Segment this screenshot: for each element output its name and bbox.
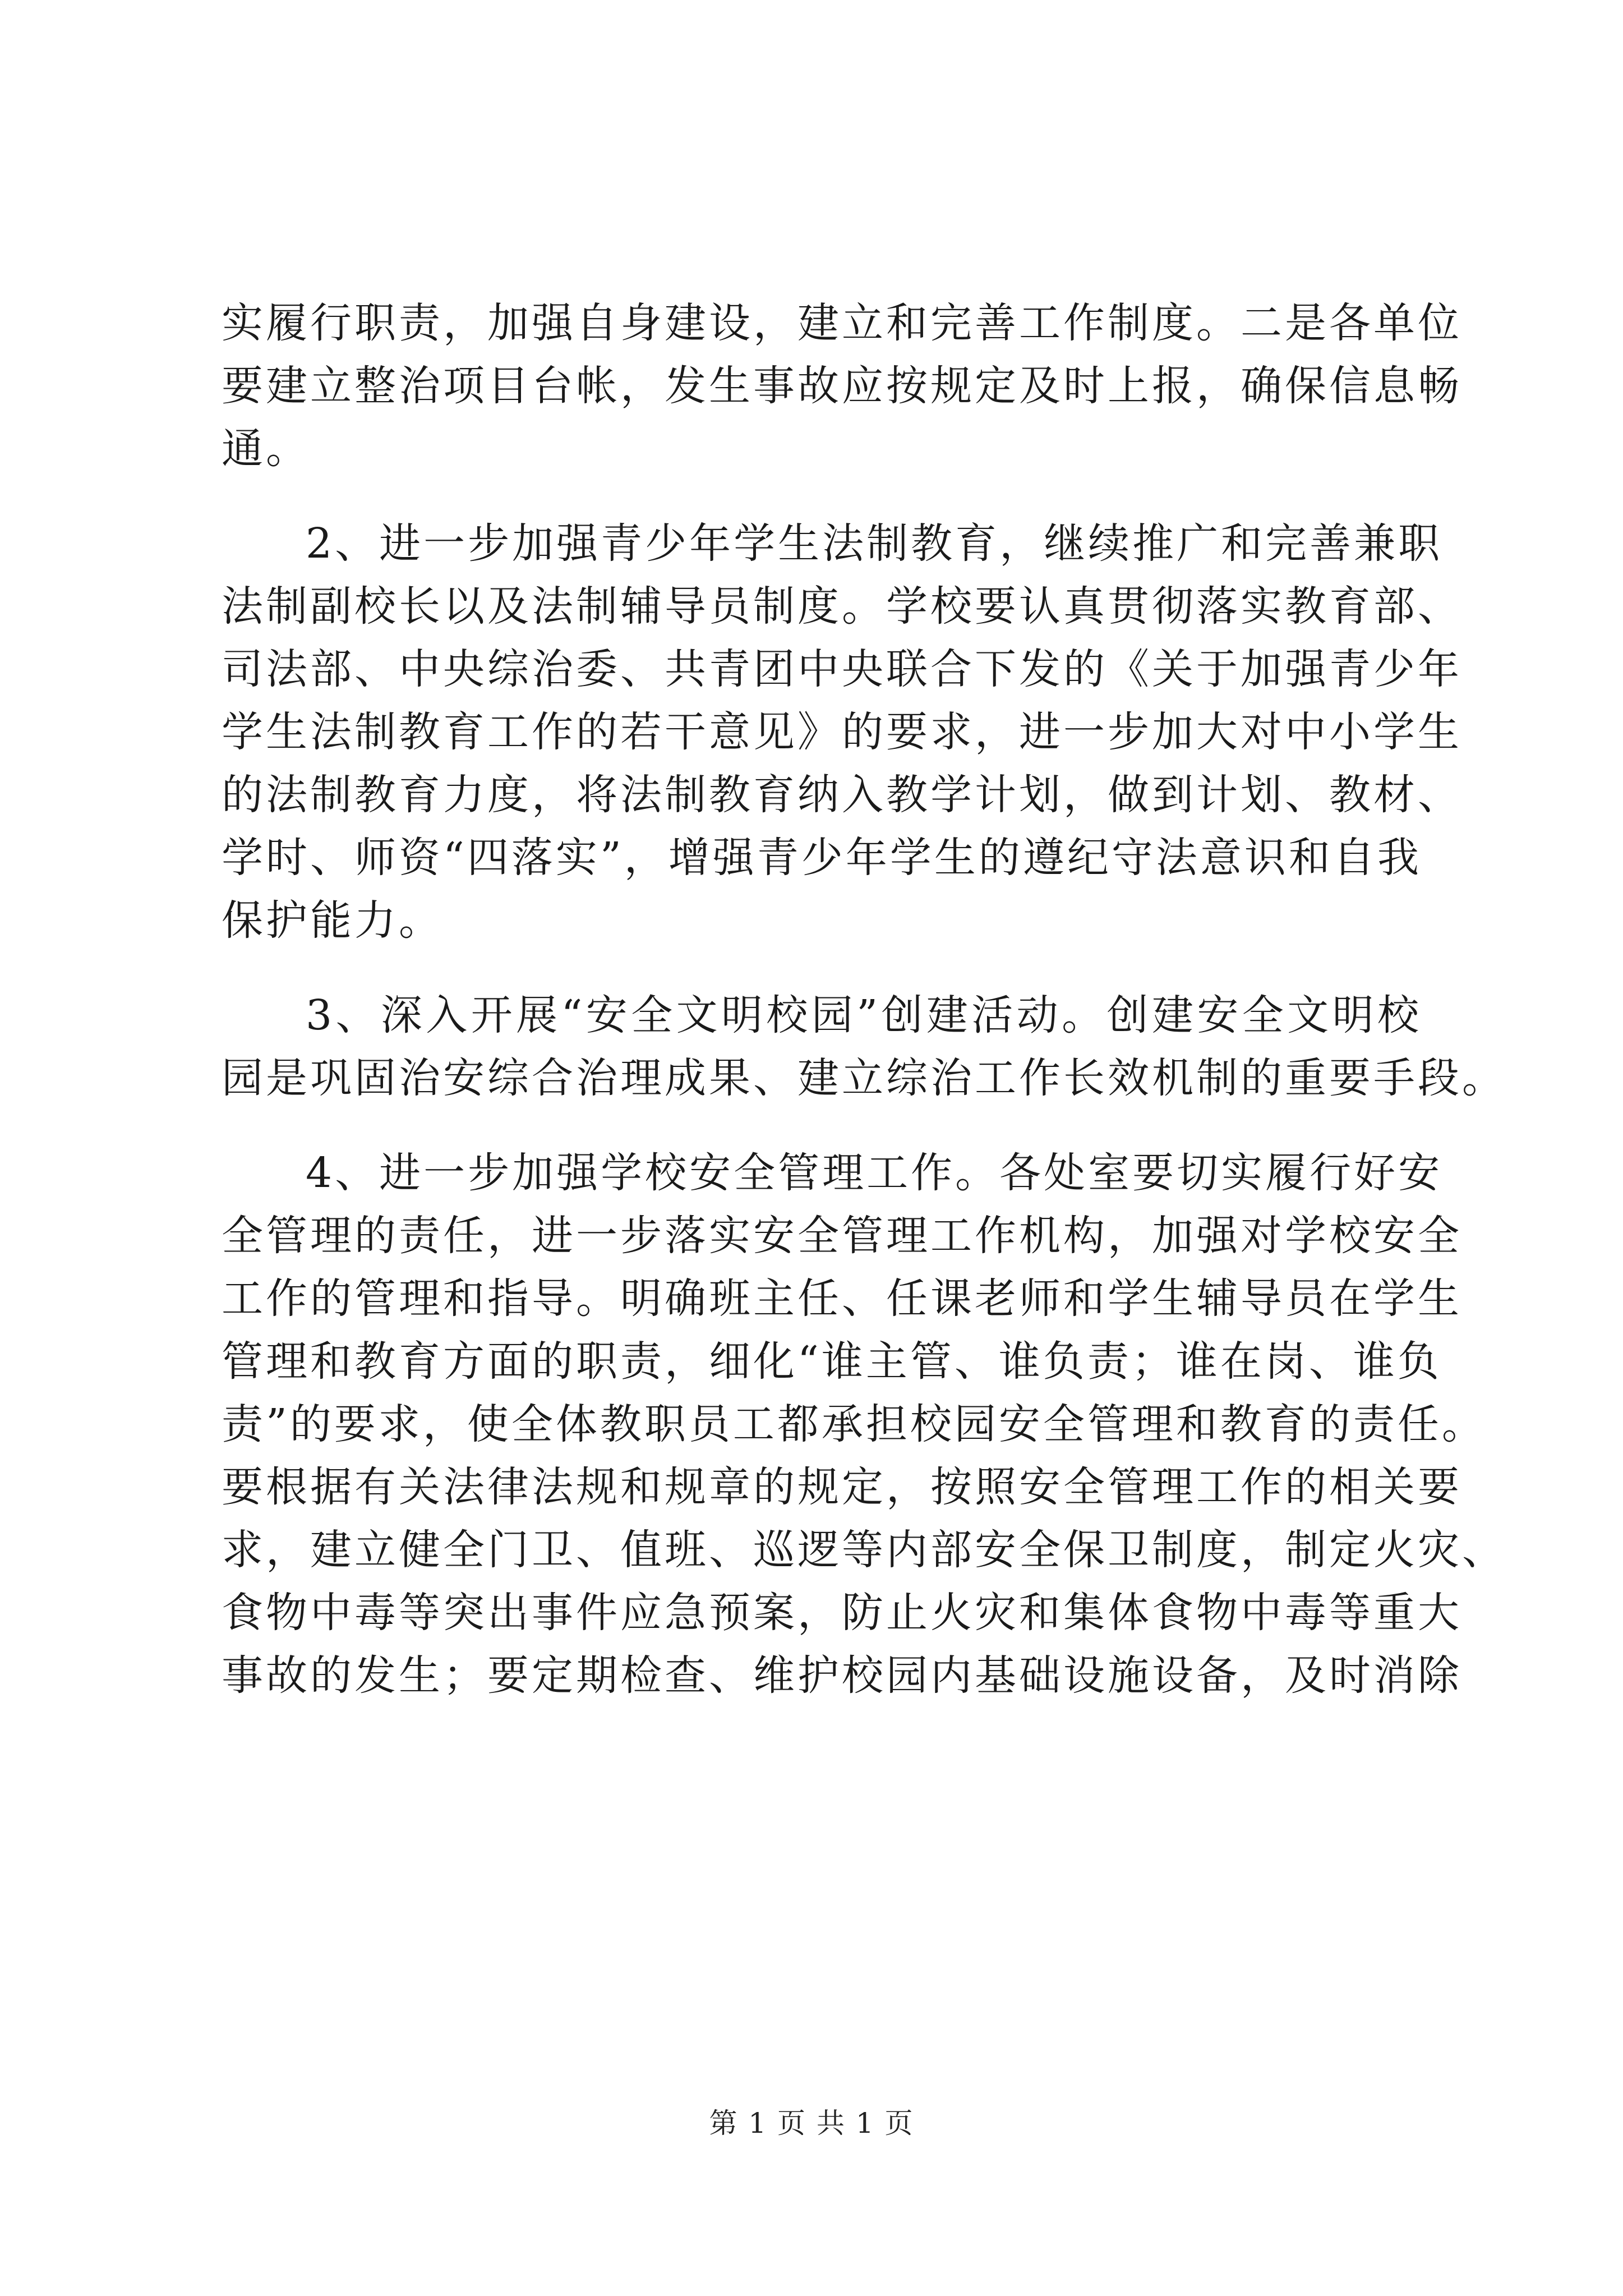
paragraph-gap [222,480,1422,512]
paragraph-gap [222,1110,1422,1142]
text-line: 事故的发生；要定期检查、维护校园内基础设施设备，及时消除 [222,1651,1462,1700]
text-line: 法制副校长以及法制辅导员制度。学校要认真贯彻落实教育部、 [222,582,1462,631]
text-line: 通。 [222,425,310,473]
text-line: 的法制教育力度，将法制教育纳入教学计划，做到计划、教材、 [222,771,1462,819]
text-line: 实履行职责，加强自身建设，建立和完善工作制度。二是各单位 [222,299,1462,347]
paragraph-gap [222,952,1422,984]
text-line: 责”的要求，使全体教职员工都承担校园安全管理和教育的责任。 [222,1400,1486,1448]
document-body [222,292,1506,1707]
text-line: 要根据有关法律法规和规章的规定，按照安全管理工作的相关要 [222,1463,1462,1511]
text-line: 3、深入开展“安全文明校园”创建活动。创建安全文明校 [306,991,1422,1039]
text-line: 全管理的责任，进一步落实安全管理工作机构，加强对学校安全 [222,1212,1462,1260]
text-line: 司法部、中央综治委、共青团中央联合下发的《关于加强青少年 [222,645,1462,693]
text-line: 管理和教育方面的职责，细化“谁主管、谁负责；谁在岗、谁负 [222,1337,1442,1386]
text-line: 2、进一步加强青少年学生法制教育，继续推广和完善兼职 [306,519,1443,568]
paragraph-1 [222,292,1462,480]
text-line: 保护能力。 [222,896,443,945]
text-line: 园是巩固治安综合治理成果、建立综治工作长效机制的重要手段。 [222,1054,1506,1102]
text-line: 食物中毒等突出事件应急预案，防止火灾和集体食物中毒等重大 [222,1589,1462,1637]
text-line: 求，建立健全门卫、值班、巡逻等内部安全保卫制度，制定火灾、 [222,1526,1506,1574]
text-line: 学生法制教育工作的若干意见》的要求，进一步加大对中小学生 [222,708,1462,756]
page-footer: 第 1 页 共 1 页 [709,2107,914,2139]
paragraph-3 [222,984,1506,1110]
text-line: 工作的管理和指导。明确班主任、任课老师和学生辅导员在学生 [222,1274,1462,1323]
text-line: 4、进一步加强学校安全管理工作。各处室要切实履行好安 [306,1149,1443,1197]
paragraph-2 [222,512,1462,952]
text-line: 学时、师资“四落实”，增强青少年学生的遵纪守法意识和自我 [222,834,1422,882]
paragraph-4 [222,1142,1506,1707]
text-line: 要建立整治项目台帐，发生事故应按规定及时上报，确保信息畅 [222,362,1462,410]
